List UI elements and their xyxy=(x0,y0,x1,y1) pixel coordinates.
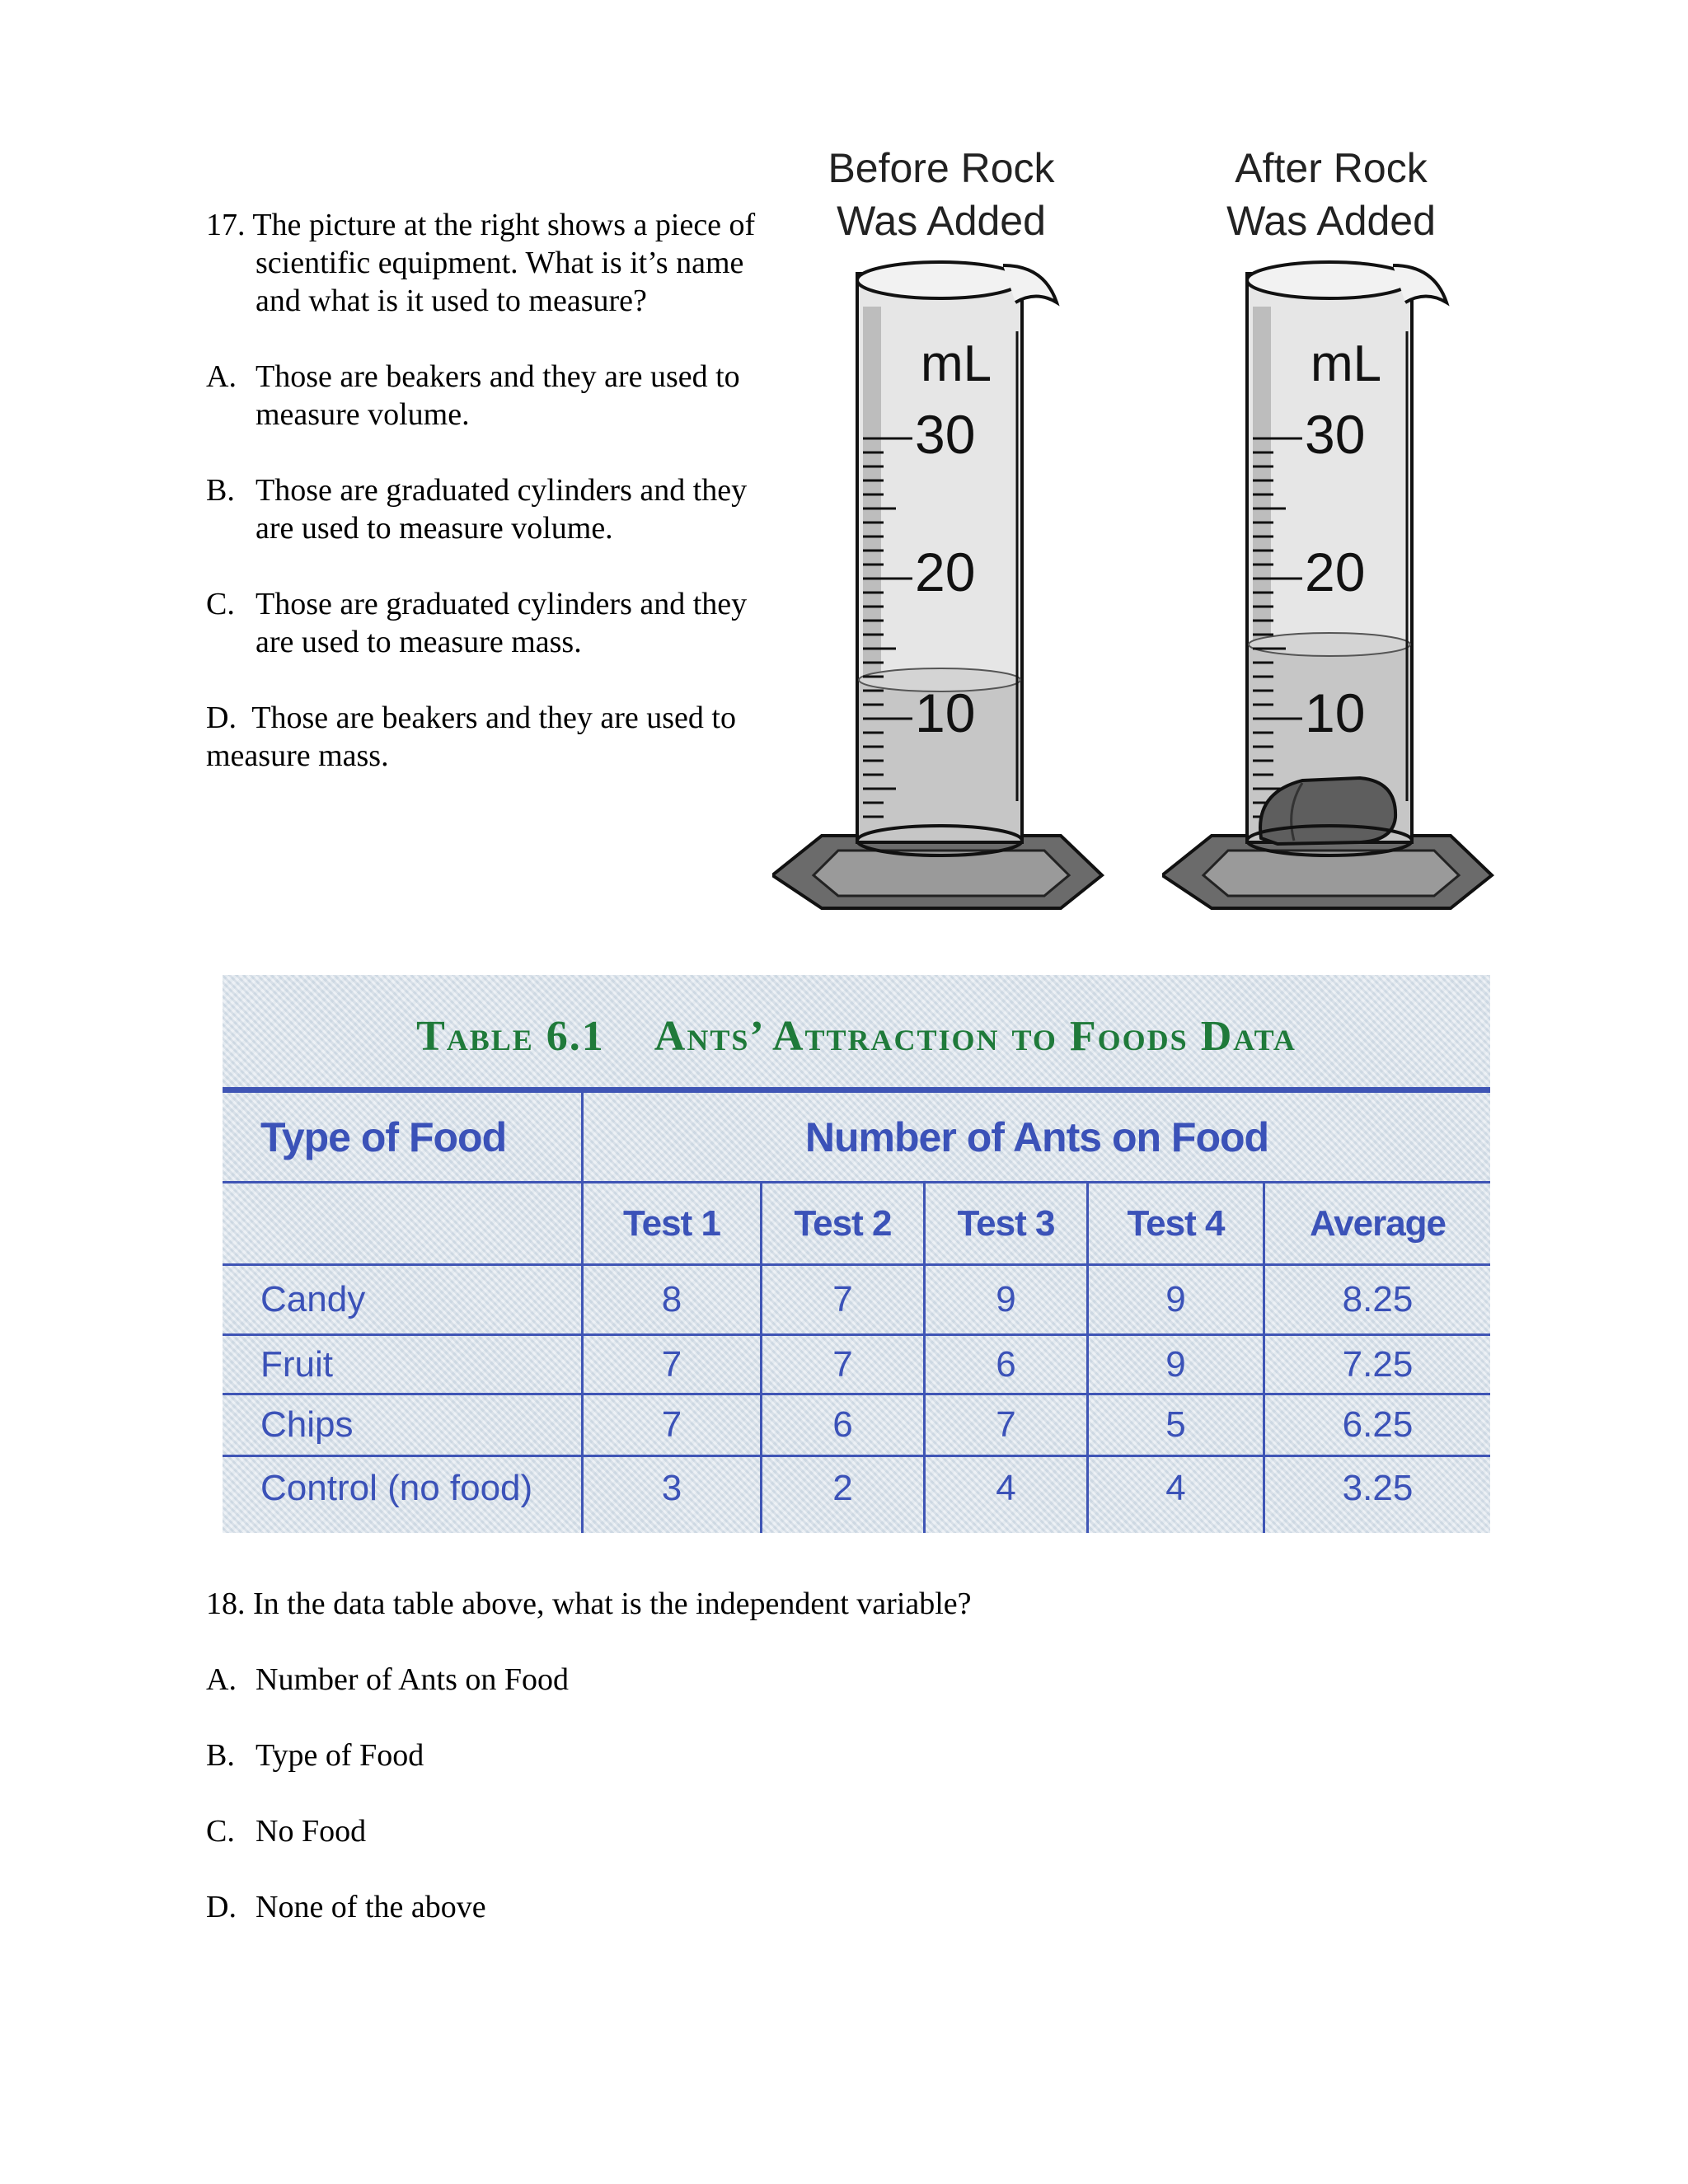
table-cell: 4 xyxy=(996,1467,1016,1508)
table-cell: 9 xyxy=(1165,1279,1186,1319)
option-letter: D. xyxy=(206,701,237,735)
row-label-control: Control (no food) xyxy=(260,1467,533,1508)
header-number-of-ants: Number of Ants on Food xyxy=(804,1113,1269,1160)
table-cell: 5 xyxy=(1165,1404,1186,1445)
question-17-option-d xyxy=(206,699,767,775)
option-letter: A. xyxy=(206,359,237,394)
cylinder-title-line2: Was Added xyxy=(1226,198,1436,244)
cylinder-after xyxy=(1162,142,1500,941)
ants-data-table xyxy=(223,975,1490,1533)
scale-label-10: 10 xyxy=(915,682,976,743)
column-header-test-4: Test 4 xyxy=(1127,1202,1225,1244)
question-17-option-c xyxy=(206,585,767,661)
cylinder-title-line1: Before Rock xyxy=(828,145,1055,191)
table-cell: 7 xyxy=(661,1343,682,1385)
cylinder-base xyxy=(1162,836,1492,908)
question-18 xyxy=(206,1585,1360,1926)
option-letter: B. xyxy=(206,473,235,508)
cylinder-title-line1: After Rock xyxy=(1235,145,1428,191)
table-title-rule xyxy=(223,1087,1490,1093)
option-text: Those are graduated cylinders and they are used to measure volume. xyxy=(256,473,748,546)
column-header-average: Average xyxy=(1309,1202,1447,1244)
table-cell: 7.25 xyxy=(1342,1343,1414,1385)
option-text: Those are graduated cylinders and they are used to measure mass. xyxy=(256,587,748,659)
table-title xyxy=(223,975,1490,1088)
cylinder-body xyxy=(1247,262,1447,844)
scale-label-20: 20 xyxy=(1305,541,1366,602)
header-type-of-food: Type of Food xyxy=(260,1113,507,1160)
question-17-stem: 17. The picture at the right shows a piece of scientific equipment. What is it’s name and what is it used to measure? xyxy=(206,208,756,318)
table-cell: 9 xyxy=(996,1279,1016,1319)
table-cell: 7 xyxy=(661,1404,682,1445)
option-text: None of the above xyxy=(256,1890,486,1924)
graduated-cylinder-illustration xyxy=(1162,142,1500,941)
table-cell: 8 xyxy=(661,1279,682,1319)
table-cell: 4 xyxy=(1165,1467,1186,1508)
cylinder-before xyxy=(772,142,1110,941)
table-cell: 7 xyxy=(832,1279,853,1319)
option-letter: A. xyxy=(206,1662,237,1697)
column-header-test-2: Test 2 xyxy=(794,1202,892,1244)
question-18-stem: 18. In the data table above, what is the independent variable? xyxy=(206,1586,972,1621)
table-title-text: Ants’ Attraction to Foods Data xyxy=(654,1013,1296,1060)
table-cell: 8.25 xyxy=(1342,1279,1414,1319)
liquid-surface xyxy=(1249,633,1410,656)
row-label-chips: Chips xyxy=(260,1404,354,1445)
question-17-option-b xyxy=(206,471,767,547)
table-cell: 3 xyxy=(661,1467,682,1508)
table-cell: 2 xyxy=(832,1467,853,1508)
graduated-cylinder-illustration xyxy=(772,142,1110,941)
rock-icon xyxy=(1260,778,1395,844)
option-text: Those are beakers and they are used to measure volume. xyxy=(256,359,740,432)
table-cell: 6.25 xyxy=(1342,1404,1414,1445)
cylinder-title-line2: Was Added xyxy=(837,198,1046,244)
option-text: No Food xyxy=(256,1814,367,1849)
table-divider xyxy=(223,1181,582,1183)
scale-label-20: 20 xyxy=(915,541,976,602)
option-text: Type of Food xyxy=(256,1738,424,1773)
option-text: Those are beakers and they are used to measure mass. xyxy=(206,701,736,773)
unit-label: mL xyxy=(921,335,992,392)
question-18-option-c xyxy=(206,1812,1360,1850)
question-18-option-d xyxy=(206,1888,1360,1926)
option-letter: D. xyxy=(206,1890,237,1924)
option-text: Number of Ants on Food xyxy=(256,1662,569,1697)
table-cell: 3.25 xyxy=(1342,1467,1414,1508)
table-cell: 6 xyxy=(996,1343,1016,1385)
cylinder-base xyxy=(772,836,1102,908)
row-label-candy: Candy xyxy=(260,1279,366,1319)
table-title-number: Table 6.1 xyxy=(416,1013,605,1060)
unit-label: mL xyxy=(1311,335,1382,392)
scale-label-30: 30 xyxy=(1305,404,1366,465)
question-18-option-b xyxy=(206,1736,1360,1774)
question-17 xyxy=(206,206,767,775)
table-cell: 7 xyxy=(996,1404,1016,1445)
cylinder-body xyxy=(857,262,1057,842)
column-header-test-3: Test 3 xyxy=(957,1202,1055,1244)
option-letter: B. xyxy=(206,1738,235,1773)
option-letter: C. xyxy=(206,1814,235,1849)
scale-label-30: 30 xyxy=(915,404,976,465)
question-17-option-a xyxy=(206,358,767,434)
table-cell: 9 xyxy=(1165,1343,1186,1385)
table-cell: 7 xyxy=(832,1343,853,1385)
column-header-test-1: Test 1 xyxy=(623,1202,720,1244)
row-label-fruit: Fruit xyxy=(260,1343,333,1385)
question-18-option-a xyxy=(206,1661,1360,1699)
option-letter: C. xyxy=(206,587,235,621)
scale-label-10: 10 xyxy=(1305,682,1366,743)
table-cell: 6 xyxy=(832,1404,853,1445)
